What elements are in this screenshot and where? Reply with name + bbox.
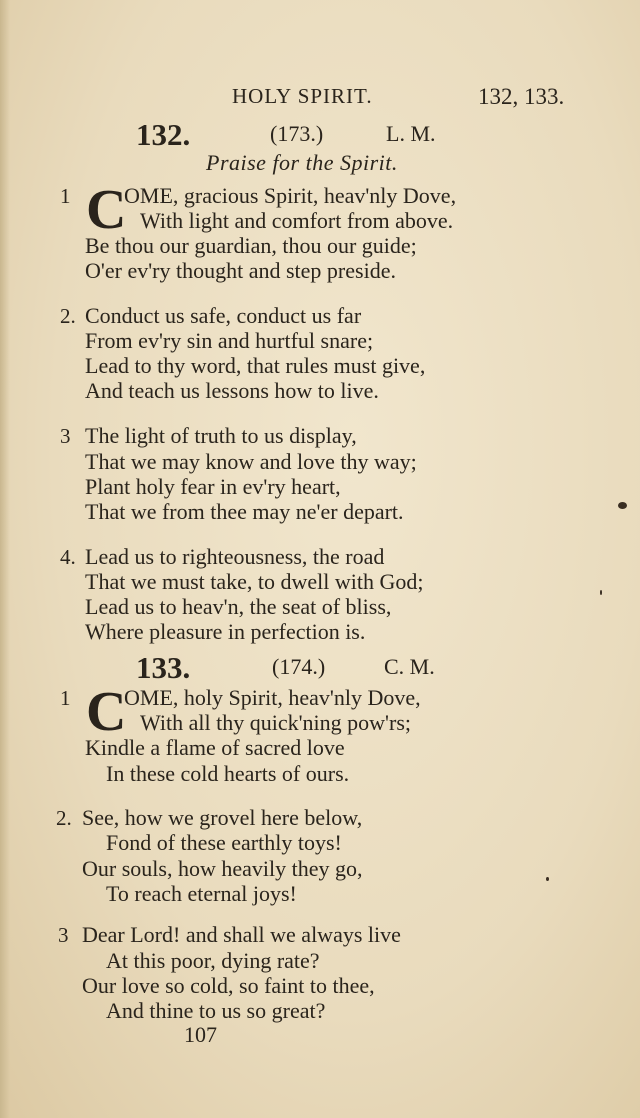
hymn-subtitle: Praise for the Spirit. — [206, 150, 398, 175]
verse-line: Lead us to heav'n, the seat of bliss, — [85, 594, 392, 619]
verse-number: 1 — [60, 686, 71, 710]
verse-line: Our love so cold, so faint to thee, — [82, 973, 375, 998]
verse-line: Where pleasure in perfection is. — [85, 619, 366, 644]
verse-line: And thine to us so great? — [106, 998, 326, 1023]
verse-line: Kindle a flame of sacred love — [85, 735, 345, 760]
verse-line: OME, holy Spirit, heav'nly Dove, — [124, 685, 421, 710]
verse-line: That we must take, to dwell with God; — [85, 569, 424, 594]
running-header-hymn-numbers: 132, 133. — [478, 84, 565, 109]
verse-line: And teach us lessons how to live. — [85, 378, 379, 403]
verse-number: 2. — [60, 304, 76, 328]
verse-number: 1 — [60, 184, 71, 208]
verse-line: In these cold hearts of ours. — [106, 761, 350, 786]
verse-line: Lead to thy word, that rules must give, — [85, 353, 426, 378]
ink-speck — [546, 877, 549, 881]
verse-line: With light and comfort from above. — [140, 208, 454, 233]
verse-line: At this poor, dying rate? — [106, 948, 320, 973]
verse-line: From ev'ry sin and hurtful snare; — [85, 328, 374, 353]
running-header-title: HOLY SPIRIT. — [232, 84, 373, 108]
verse-line: With all thy quick'ning pow'rs; — [140, 710, 412, 735]
verse-line: OME, gracious Spirit, heav'nly Dove, — [124, 183, 457, 208]
verse-line: To reach eternal joys! — [106, 881, 297, 906]
verse-line: Be thou our guardian, thou our guide; — [85, 233, 417, 258]
hymn-number: 133. — [136, 650, 191, 685]
verse-line: That we from thee may ne'er depart. — [85, 499, 404, 524]
verse-line: Plant holy fear in ev'ry heart, — [85, 474, 341, 499]
verse-line: That we may know and love thy way; — [85, 449, 417, 474]
verse-number: 4. — [60, 545, 76, 569]
ink-speck — [618, 502, 627, 509]
drop-cap-letter: C — [86, 179, 127, 241]
verse-number: 3 — [58, 923, 69, 947]
verse-line: Lead us to righteousness, the road — [85, 544, 385, 569]
ink-speck — [600, 590, 602, 595]
hymn-meter: L. M. — [386, 121, 436, 146]
verse-number: 3 — [60, 424, 71, 448]
verse-number: 2. — [56, 806, 72, 830]
verse-line: The light of truth to us display, — [85, 423, 357, 448]
page-number: 107 — [184, 1022, 217, 1047]
verse-line: Dear Lord! and shall we always live — [82, 922, 401, 947]
verse-line: Our souls, how heavily they go, — [82, 856, 363, 881]
hymn-meter: C. M. — [384, 654, 435, 679]
verse-line: O'er ev'ry thought and step preside. — [85, 258, 396, 283]
verse-line: See, how we grovel here below, — [82, 805, 363, 830]
hymn-reference: (173.) — [270, 121, 324, 146]
verse-line: Conduct us safe, conduct us far — [85, 303, 362, 328]
hymn-number: 132. — [136, 117, 191, 152]
page-edge-shadow — [0, 0, 10, 1118]
verse-line: Fond of these earthly toys! — [106, 830, 342, 855]
hymn-reference: (174.) — [272, 654, 326, 679]
drop-cap-letter: C — [86, 681, 127, 743]
